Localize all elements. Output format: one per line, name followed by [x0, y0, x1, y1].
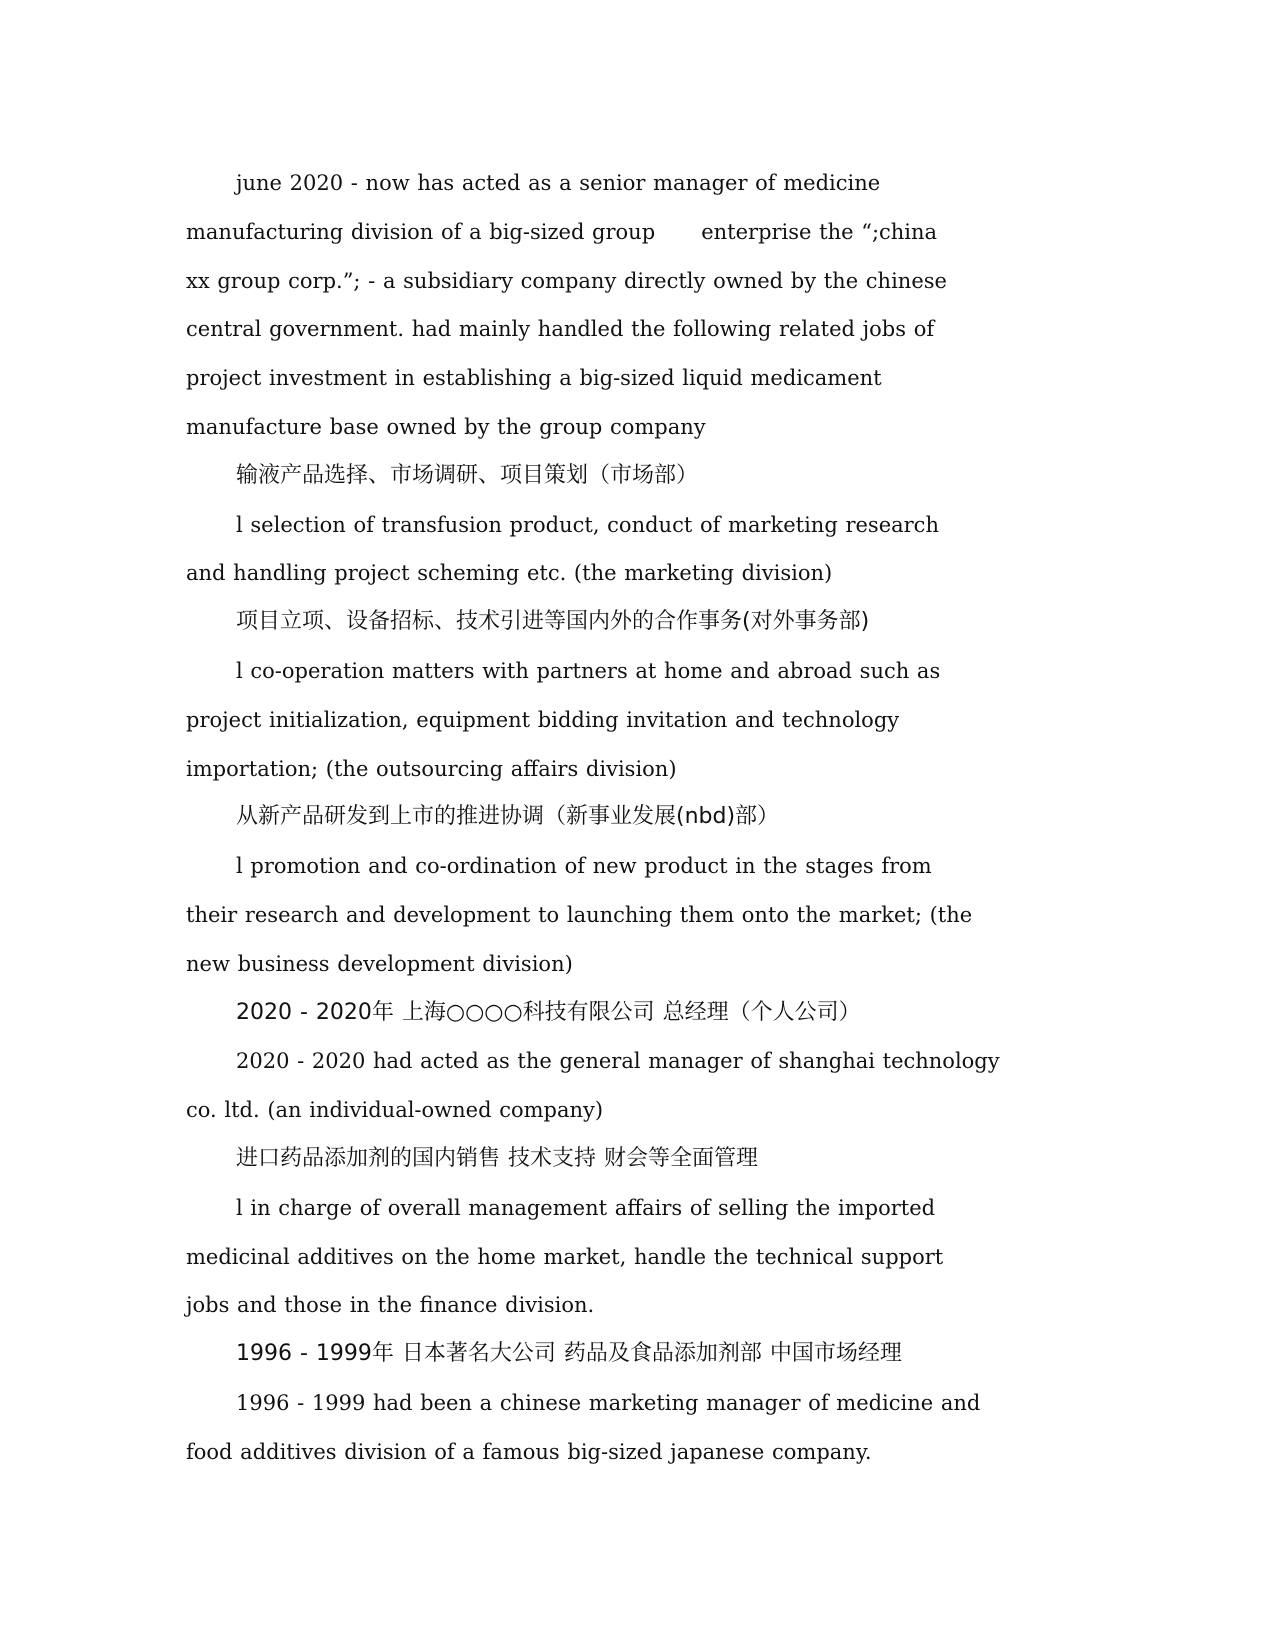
text-line: 2020 - 2020年 上海○○○○科技有限公司 总经理（个人公司）	[236, 999, 861, 1025]
paragraph-cn-marketing	[186, 452, 1096, 501]
paragraph-marketing-division	[186, 501, 1096, 599]
paragraph-cn-outsourcing	[186, 598, 1096, 647]
paragraph-cn-general-manager	[186, 989, 1096, 1038]
text-line: l co-operation matters with partners at home and abroad such as	[236, 658, 941, 683]
text-line: project initialization, equipment bidding invitation and technology	[186, 707, 900, 732]
paragraph-nbd-division	[186, 842, 1096, 988]
paragraph-senior-manager	[186, 159, 1096, 452]
text-line: jobs and those in the finance division.	[186, 1293, 595, 1318]
paragraph-cn-overall-management	[186, 1135, 1096, 1184]
text-line: l promotion and co-ordination of new product in the stages from	[236, 854, 932, 879]
text-line: june 2020 - now has acted as a senior manager of medicine	[236, 171, 881, 195]
text-line: new business development division)	[186, 951, 573, 976]
paragraph-cn-nbd	[186, 793, 1096, 842]
text-line: l in charge of overall management affairs of selling the imported	[236, 1195, 936, 1220]
text-line: their research and development to launching them onto the market; (the	[186, 902, 973, 927]
text-line: and handling project scheming etc. (the marketing division)	[186, 561, 833, 586]
text-line: xx group corp.”; - a subsidiary company directly owned by the chinese	[186, 268, 947, 293]
text-line: manufacturing division of a big-sized group enterprise the “;china	[186, 219, 938, 244]
text-line: 进口药品添加剂的国内销售 技术支持 财会等全面管理	[236, 1145, 758, 1171]
text-line: 从新产品研发到上市的推进协调（新事业发展(nbd)部）	[236, 804, 780, 830]
text-line: importation; (the outsourcing affairs division)	[186, 756, 677, 781]
paragraph-outsourcing-division	[186, 647, 1096, 793]
text-line: project investment in establishing a big-sized liquid medicament	[186, 366, 882, 391]
text-line: co. ltd. (an individual-owned company)	[186, 1098, 604, 1123]
text-line: 输液产品选择、市场调研、项目策划（市场部）	[236, 462, 699, 488]
paragraph-general-manager	[186, 1037, 1096, 1135]
document-body	[186, 159, 1096, 1477]
paragraph-overall-management	[186, 1184, 1096, 1330]
text-line: 1996 - 1999年 日本著名大公司 药品及食品添加剂部 中国市场经理	[236, 1341, 902, 1367]
text-line: medicinal additives on the home market, handle the technical support	[186, 1244, 944, 1269]
text-line: 1996 - 1999 had been a chinese marketing manager of medicine and	[236, 1390, 981, 1415]
text-line: central government. had mainly handled the following related jobs of	[186, 317, 935, 342]
paragraph-japan-company	[186, 1379, 1096, 1477]
text-line: manufacture base owned by the group company	[186, 414, 706, 439]
text-line: 项目立项、设备招标、技术引进等国内外的合作事务(对外事务部)	[236, 609, 870, 635]
paragraph-cn-japan-company	[186, 1330, 1096, 1379]
text-line: food additives division of a famous big-sized japanese company.	[186, 1439, 872, 1464]
text-line: l selection of transfusion product, conduct of marketing research	[236, 512, 939, 537]
text-line: 2020 - 2020 had acted as the general manager of shanghai technology	[236, 1049, 1000, 1074]
